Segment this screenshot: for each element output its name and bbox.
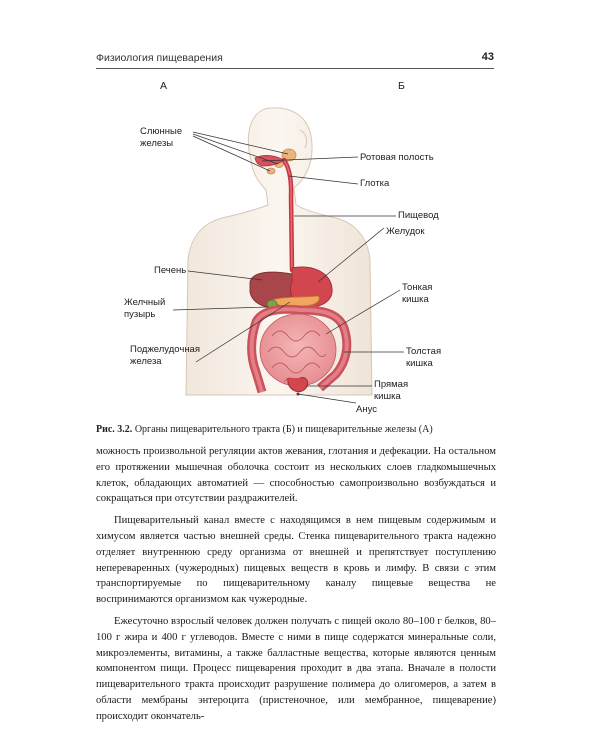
page-number: 43: [481, 51, 494, 63]
paragraph: Пищеварительный канал вместе с находящимся в нем пищевым содержимым и химусом является частью внешней среды. Стенка пищеварительного тракта надежно отделяет внутреннюю среду организма от внешней и препятствует поступлению непереваренных (чужеродных) пищевых веществ в кровь и лимфу. В связи с этим транспортируемые по пищеварительному каналу пищевые вещества не воспринимаются организмом как чужеродные.: [96, 515, 496, 606]
figure-caption: [96, 424, 496, 435]
label-rectum: Прямая кишка: [374, 379, 409, 402]
label-pancreas: Поджелудочная железа: [130, 344, 200, 367]
caption-text: Органы пищеварительного тракта (Б) и пищеварительные железы (А): [134, 424, 433, 435]
paragraph: Ежесуточно взрослый человек должен получать с пищей около 80–100 г белков, 80–100 г жира и 400 г углеводов. Вместе с ними в пище содержатся минеральные соли, микроэлементы, витамины, а также балластные вещества, которые являются ценным компонентом пищи. Процесс пищеварения проходит в два этапа. Вначале в полости пищеварительного тракта происходит разрушение полимера до олигомеров, а затем в области мембраны энтероцита (пристеночное, или мембранное, пищеварение) происходит окончатель-: [96, 615, 496, 722]
label-anus: Анус: [356, 404, 377, 415]
panel-a-label: А: [160, 80, 168, 92]
body-text: [96, 444, 496, 731]
label-liver: Печень: [154, 265, 187, 276]
header-title: Физиология пищеварения: [96, 52, 223, 64]
small-intestine: [260, 314, 336, 386]
label-salivary-glands: Слюнные железы: [140, 126, 183, 149]
label-gallbladder: Желчный пузырь: [124, 297, 166, 320]
label-esophagus: Пищевод: [398, 210, 439, 221]
label-large-intestine: Толстая кишка: [406, 346, 442, 369]
panel-b-label: Б: [398, 80, 405, 92]
paragraph: можность произвольной регуляции актов жевания, глотания и дефекации. На остальном его протяжении мышечная оболочка состоит из нескольких слоев гладкомышечных клеток, обладающих автоматией — способностью самопроизвольно возбуждаться и сокращаться при отсутствии раздражителей.: [96, 446, 496, 505]
caption-prefix: Рис. 3.2.: [96, 424, 133, 435]
label-stomach: Желудок: [386, 226, 425, 237]
label-small-intestine: Тонкая кишка: [402, 282, 433, 305]
salivary-gland: [267, 168, 275, 174]
label-pharynx: Глотка: [360, 178, 390, 189]
label-oral-cavity: Ротовая полость: [360, 152, 434, 163]
